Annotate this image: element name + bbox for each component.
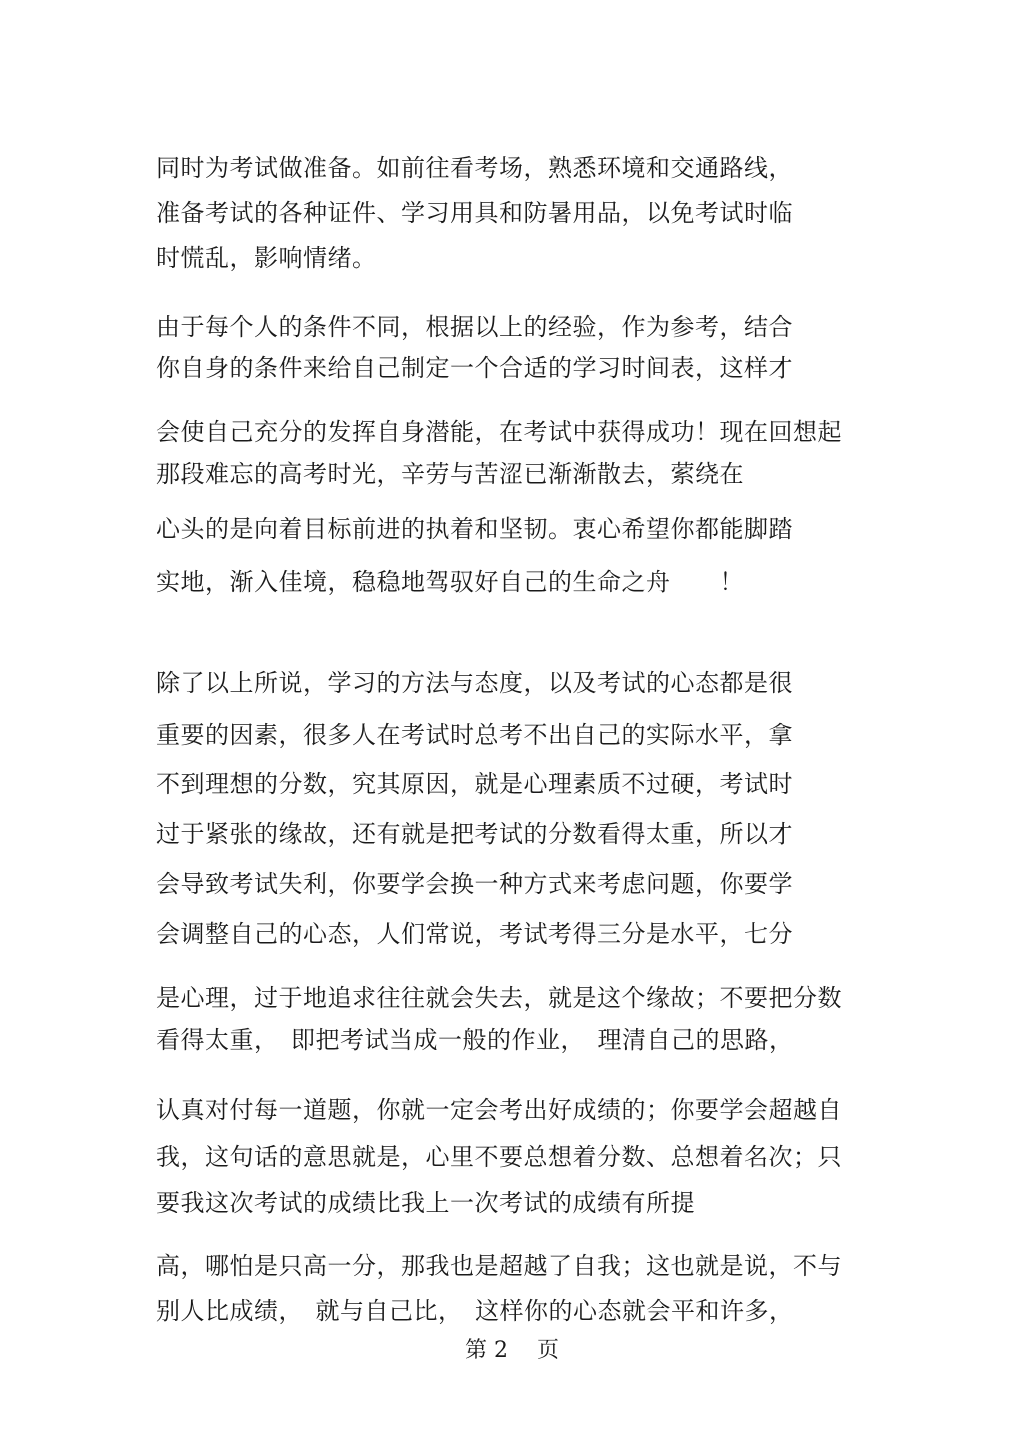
text-line: 会使自己充分的发挥自身潜能，在考试中获得成功！现在回想起 xyxy=(156,418,842,446)
text-line: 过于紧张的缘故，还有就是把考试的分数看得太重，所以才 xyxy=(156,820,793,848)
text-line: 会导致考试失利，你要学会换一种方式来考虑问题，你要学 xyxy=(156,870,793,898)
text-line: 要我这次考试的成绩比我上一次考试的成绩有所提 xyxy=(156,1189,695,1217)
text-line: 心头的是向着目标前进的执着和坚韧。衷心希望你都能脚踏 xyxy=(156,515,793,543)
text-line: 别人比成绩， 就与自己比， 这样你的心态就会平和许多， xyxy=(156,1297,794,1325)
text-line: 那段难忘的高考时光，辛劳与苦涩已渐渐散去，萦绕在 xyxy=(156,460,744,488)
text-line: 由于每个人的条件不同，根据以上的经验，作为参考，结合 xyxy=(156,313,793,341)
text-line: 看得太重， 即把考试当成一般的作业， 理清自己的思路， xyxy=(156,1026,794,1054)
text-line: 你自身的条件来给自己制定一个合适的学习时间表，这样才 xyxy=(156,354,793,382)
text-line: 同时为考试做准备。如前往看考场，熟悉环境和交通路线， xyxy=(156,154,793,182)
text-line: 除了以上所说，学习的方法与态度，以及考试的心态都是很 xyxy=(156,669,793,697)
text-line: 准备考试的各种证件、学习用具和防暑用品，以免考试时临 xyxy=(156,199,793,227)
text-line: 实地，渐入佳境，稳稳地驾驭好自己的生命之舟 ！ xyxy=(156,568,744,596)
text-line: 是心理，过于地追求往往就会失去，就是这个缘故；不要把分数 xyxy=(156,984,842,1012)
text-line: 我，这句话的意思就是，心里不要总想着分数、总想着名次；只 xyxy=(156,1143,842,1171)
text-line: 不到理想的分数，究其原因，就是心理素质不过硬，考试时 xyxy=(156,770,793,798)
text-line: 时慌乱，影响情绪。 xyxy=(156,244,377,272)
text-line: 高，哪怕是只高一分，那我也是超越了自我；这也就是说，不与 xyxy=(156,1252,842,1280)
page-number: 第 2 页 xyxy=(465,1338,559,1363)
text-line: 认真对付每一道题，你就一定会考出好成绩的；你要学会超越自 xyxy=(156,1096,842,1124)
text-line: 会调整自己的心态，人们常说，考试考得三分是水平，七分 xyxy=(156,920,793,948)
text-line: 重要的因素，很多人在考试时总考不出自己的实际水平，拿 xyxy=(156,721,793,749)
